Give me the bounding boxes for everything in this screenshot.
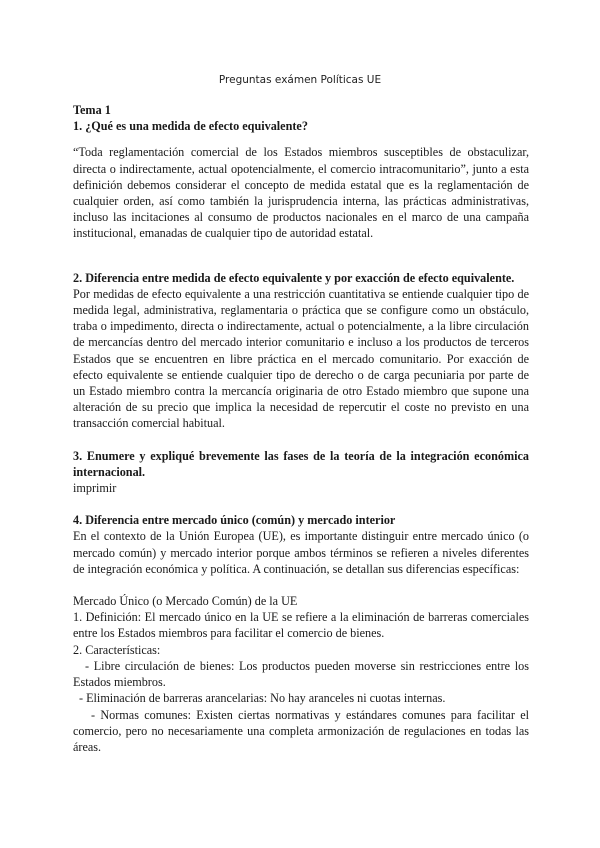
tema-heading: Tema 1	[73, 103, 111, 117]
question-1-answer: “Toda reglamentación comercial de los Estados miembros susceptibles de obstaculizar, directa o indirectamente, actual opotencialmente, el comercio intracomunitario”, junto a esta definición debemos considerar el concepto de medida estatal que es la reglamentación de cualquier orden, así como también la jurisprudencia interna, las prácticas administrativas, incluso las incitaciones al consumo de productos nacionales en el marco de una campaña institucional, emanadas de cualquier tipo de autoridad estatal.	[73, 145, 529, 241]
mercado-unico-caracteristicas-label: 2. Características:	[73, 642, 161, 657]
mercado-unico-subheading: Mercado Único (o Mercado Común) de la UE	[73, 594, 298, 609]
caracteristica-item-2: - Eliminación de barreras arancelarias: No hay aranceles ni cuotas internas.	[79, 691, 446, 706]
question-2-heading: 2. Diferencia entre medida de efecto equivalente y por exacción de efecto equivalente.	[73, 270, 515, 285]
document-body	[73, 102, 529, 755]
document-title: Preguntas exámen Políticas UE	[218, 74, 382, 86]
question-2-answer: Por medidas de efecto equivalente a una restricción cuantitativa se entiende cualquier tipo de medida legal, administrativa, reglamentaria o práctica que se configure como un obstáculo, traba o impedimento, directa o indirectamente, actual o potencialmente, a la libre circulación de mercancías dentro del mercado interior comunitario e incluso a los productos de terceros Estados que se encuentren en libre práctica en el mercado comunitario. Por exacción de efecto equivalente se entiende cualquier tipo de derecho o de carga pecuniaria por parte de un Estado miembro contra la mercancía originaria de otro Estado miembro que supone una alteración de su precio que implica la necesidad de repercutir el coste no previsto en una transacción comercial habitual.	[73, 286, 529, 431]
question-3-heading: 3. Enumere y expliqué brevemente las fases de la teoría de la integración económica internacional.	[73, 448, 529, 479]
caracteristica-item-3: - Normas comunes: Existen ciertas normativas y estándares comunes para facilitar el comercio, pero no necesariamente una completa armonización de regulaciones en todas las áreas.	[73, 707, 529, 754]
question-4-intro: En el contexto de la Unión Europea (UE), es importante distinguir entre mercado único (o mercado común) y mercado interior porque ambos términos se refieren a niveles diferentes de integración económica y política. A continuación, se detallan sus diferencias específicas:	[73, 529, 529, 576]
question-4-heading: 4. Diferencia entre mercado único (común) y mercado interior	[73, 513, 396, 528]
question-3-answer: imprimir	[73, 481, 117, 496]
caracteristica-item-1: - Libre circulación de bienes: Los productos pueden moverse sin restricciones entre los Estados miembros.	[73, 658, 529, 690]
mercado-unico-definition: 1. Definición: El mercado único en la UE se refiere a la eliminación de barreras comerciales entre los Estados miembros para facilitar el comercio de bienes.	[73, 610, 529, 641]
question-1-heading: 1. ¿Qué es una medida de efecto equivalente?	[73, 119, 308, 134]
